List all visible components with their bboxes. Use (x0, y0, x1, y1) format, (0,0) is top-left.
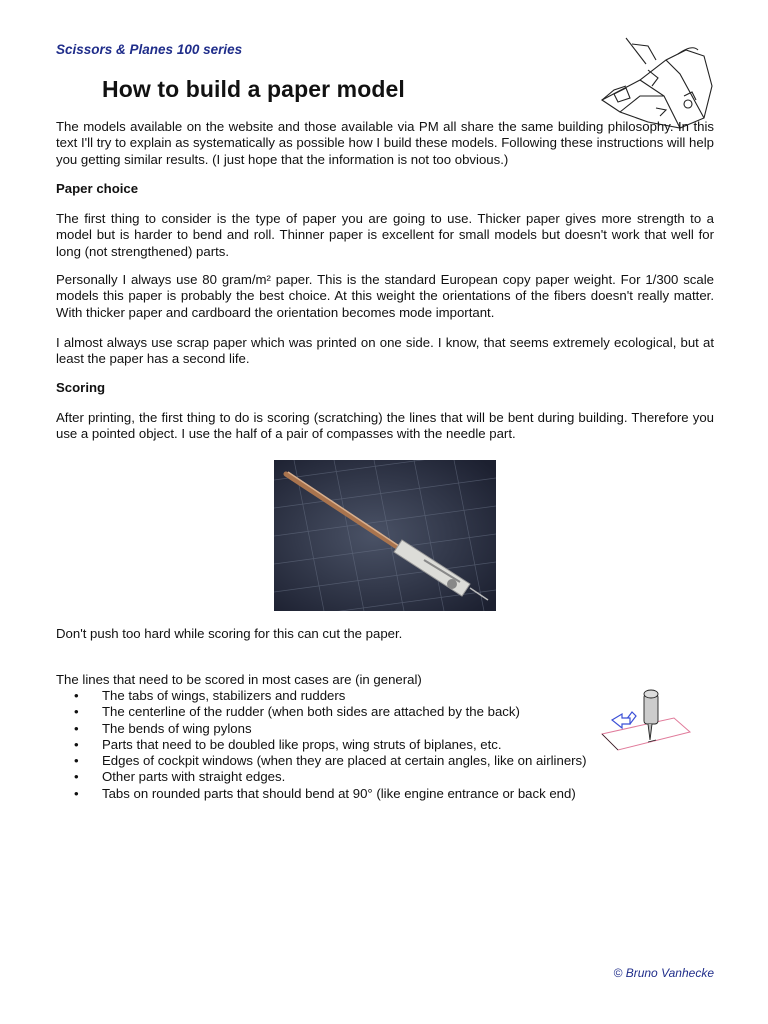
list-item: • Other parts with straight edges. (74, 769, 286, 785)
intro-paragraph: The models available on the website and those available via PM all share the same building philosophy. In this text I'll try to explain as systematically as possible how I build these models. Following these instructions will help you getting similar results. (I just hope that the information is not too obvious.) (56, 119, 714, 167)
scoring-heading: Scoring (56, 380, 106, 395)
bullet-icon: • (74, 688, 79, 703)
compass-needle-illustration (274, 460, 496, 611)
scoring-tool-icon (598, 684, 694, 760)
list-item: • The bends of wing pylons (74, 720, 252, 736)
scoring-lines-list (56, 688, 587, 802)
compass-needle-photo (274, 460, 496, 611)
list-item: • Parts that need to be doubled like props, wing struts of biplanes, etc. (74, 736, 502, 752)
list-item: • The tabs of wings, stabilizers and rudders (74, 688, 346, 703)
list-item: • Edges of cockpit windows (when they are placed at certain angles, like on airliners) (74, 753, 587, 769)
paper-choice-paragraph-2: Personally I always use 80 gram/m² paper. This is the standard European copy paper weight. For 1/300 scale models this paper is probably the best choice. At this weight the orientations of the fibers doesn't really matter. With thicker paper and cardboard the orientation becomes mode important. (56, 272, 714, 320)
bullet-icon: • (74, 704, 79, 720)
bullet-icon: • (74, 769, 79, 785)
bullet-icon: • (74, 720, 79, 736)
scoring-paragraph-1: After printing, the first thing to do is scoring (scratching) the lines that will be bent during building. Therefore you use a pointed object. I use the half of a pair of compasses with the needle part. (56, 410, 714, 442)
series-label: Scissors & Planes 100 series (56, 42, 243, 57)
page-title: How to build a paper model (102, 76, 405, 102)
paper-choice-heading: Paper choice (56, 181, 139, 196)
bullet-icon: • (74, 753, 79, 769)
bullet-icon: • (74, 785, 79, 801)
copyright-footer: © Bruno Vanhecke (613, 966, 714, 980)
bullet-icon: • (74, 736, 79, 752)
paper-choice-paragraph-3: I almost always use scrap paper which was printed on one side. I know, that seems extremely ecological, but at least the paper has a second life. (56, 335, 714, 367)
list-item: • The centerline of the rudder (when both sides are attached by the back) (74, 704, 520, 720)
scoring-paragraph-2: Don't push too hard while scoring for this can cut the paper. (56, 626, 403, 641)
list-intro: The lines that need to be scored in most cases are (in general) (56, 672, 422, 687)
list-item: • Tabs on rounded parts that should bend at 90° (like engine entrance or back end) (74, 785, 576, 801)
paper-choice-paragraph-1: The first thing to consider is the type of paper you are going to use. Thicker paper gives more strength to a model but is harder to bend and roll. Thinner paper is excellent for small models but doesn't work that well for long (not strengthened) parts. (56, 211, 714, 259)
